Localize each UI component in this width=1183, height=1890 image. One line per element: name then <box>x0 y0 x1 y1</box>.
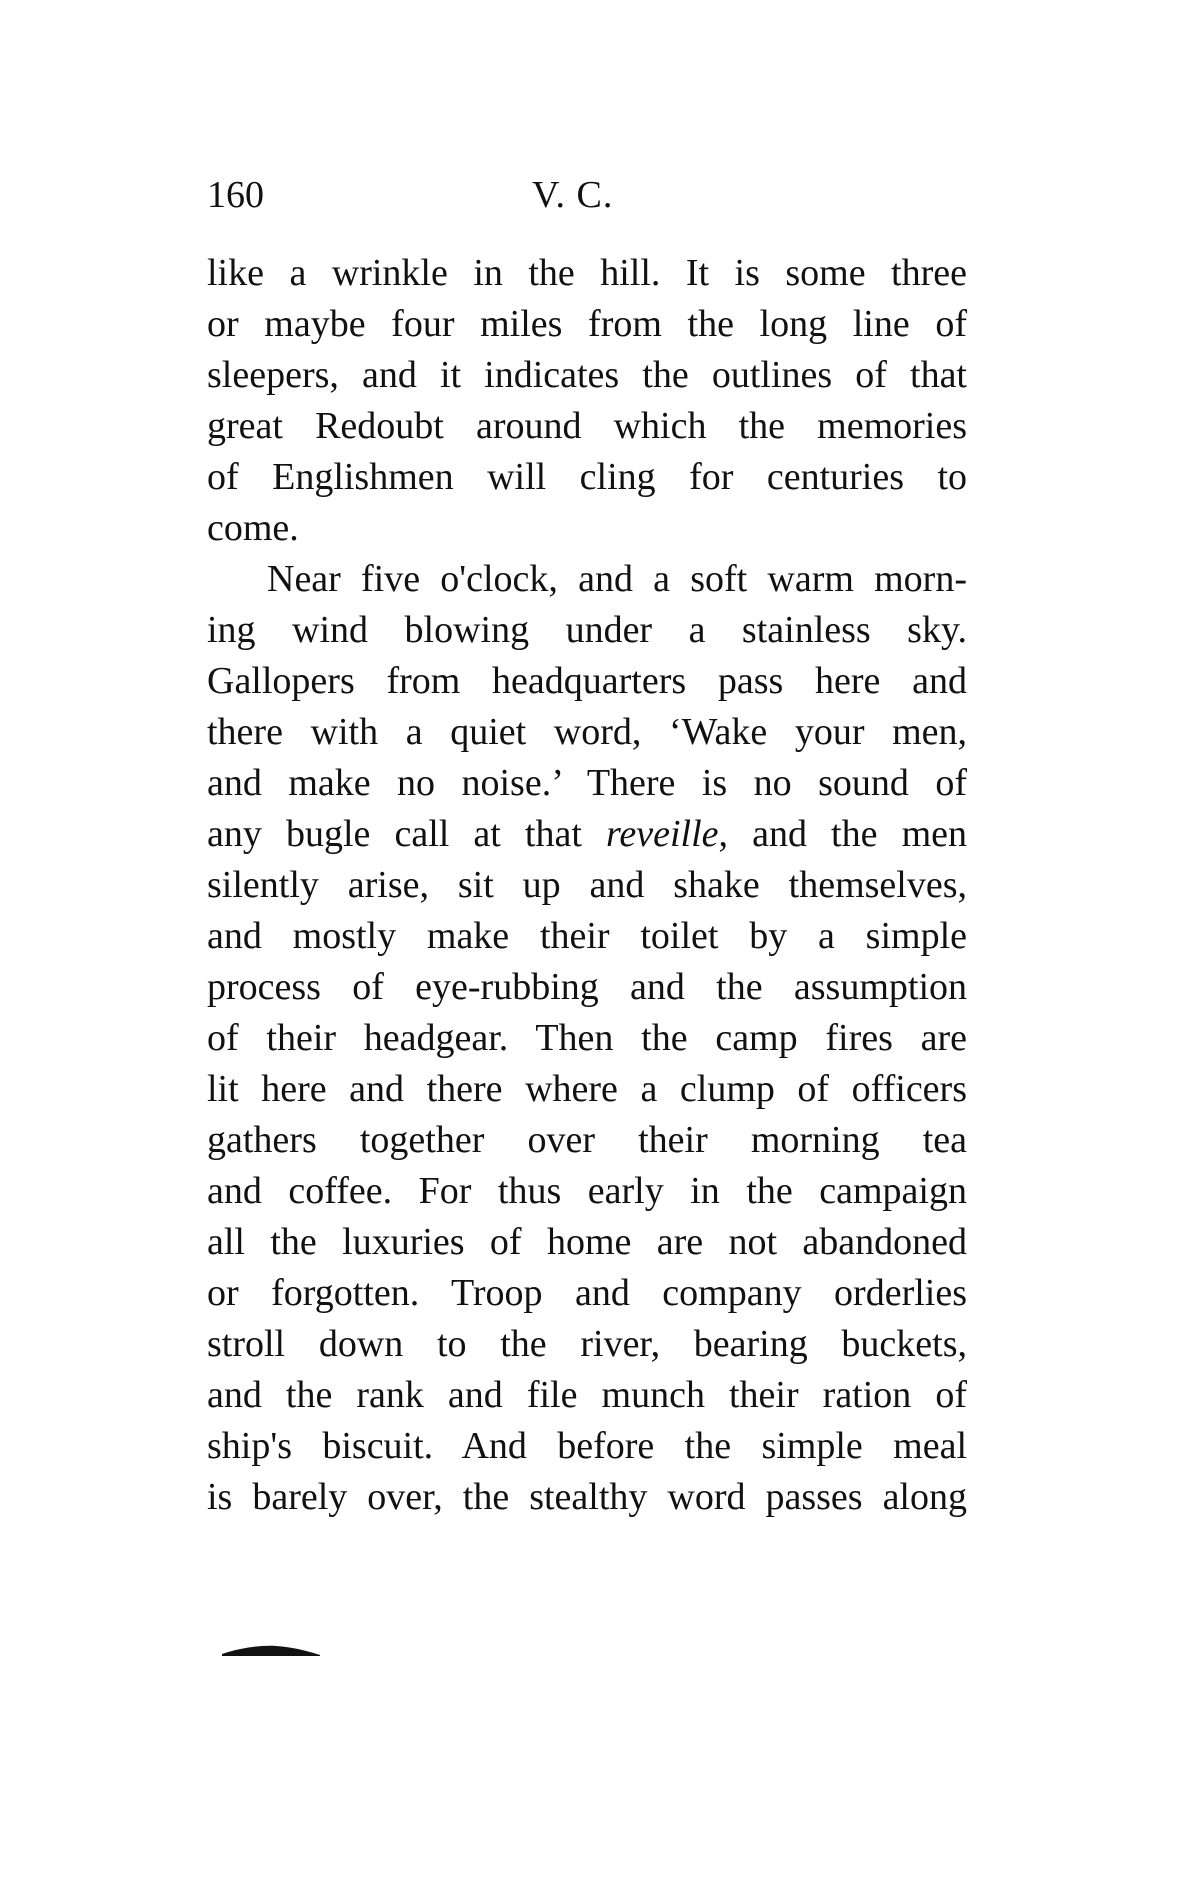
running-title: V. C. <box>532 174 614 216</box>
text-line: great Redoubt around which the memories <box>207 405 967 447</box>
text-line: ing wind blowing under a stainless sky. <box>207 609 967 651</box>
text-line: and the rank and file munch their ration of <box>207 1374 967 1416</box>
text-line: of their headgear. Then the camp fires are <box>207 1017 967 1059</box>
text-block <box>207 248 967 1523</box>
text-line: gathers together over their morning tea <box>207 1119 967 1161</box>
text-line: stroll down to the river, bearing buckets, <box>207 1323 967 1365</box>
text-line: or maybe four miles from the long line of <box>207 303 967 345</box>
text-line: like a wrinkle in the hill. It is some three <box>207 252 967 294</box>
page-number: 160 <box>207 174 264 216</box>
text-line: sleepers, and it indicates the outlines of that <box>207 354 967 396</box>
text-line-with-italic <box>207 809 967 860</box>
text-segment: any bugle call at that <box>207 813 582 855</box>
text-line: there with a quiet word, ‘Wake your men, <box>207 711 967 753</box>
text-line: Gallopers from headquarters pass here and <box>207 660 967 702</box>
text-line: and mostly make their toilet by a simple <box>207 915 967 957</box>
text-line: of Englishmen will cling for centuries to <box>207 456 967 498</box>
text-line: come. <box>207 507 299 549</box>
text-segment: , and the men <box>718 813 967 855</box>
text-line: and make no noise.’ There is no sound of <box>207 762 967 804</box>
italic-word: reveille <box>606 813 719 855</box>
text-line: silently arise, sit up and shake themselves, <box>207 864 967 906</box>
text-line: ship's biscuit. And before the simple meal <box>207 1425 967 1467</box>
text-line: process of eye-rubbing and the assumption <box>207 966 967 1008</box>
running-head <box>207 170 967 220</box>
text-line: or forgotten. Troop and company orderlies <box>207 1272 967 1314</box>
ink-smudge-mark <box>222 1644 320 1656</box>
text-line: is barely over, the stealthy word passes along <box>207 1476 967 1518</box>
text-line: and coffee. For thus early in the campaign <box>207 1170 967 1212</box>
text-line: all the luxuries of home are not abandoned <box>207 1221 967 1263</box>
text-line: Near five o'clock, and a soft warm morn- <box>267 558 967 600</box>
text-line: lit here and there where a clump of officers <box>207 1068 967 1110</box>
